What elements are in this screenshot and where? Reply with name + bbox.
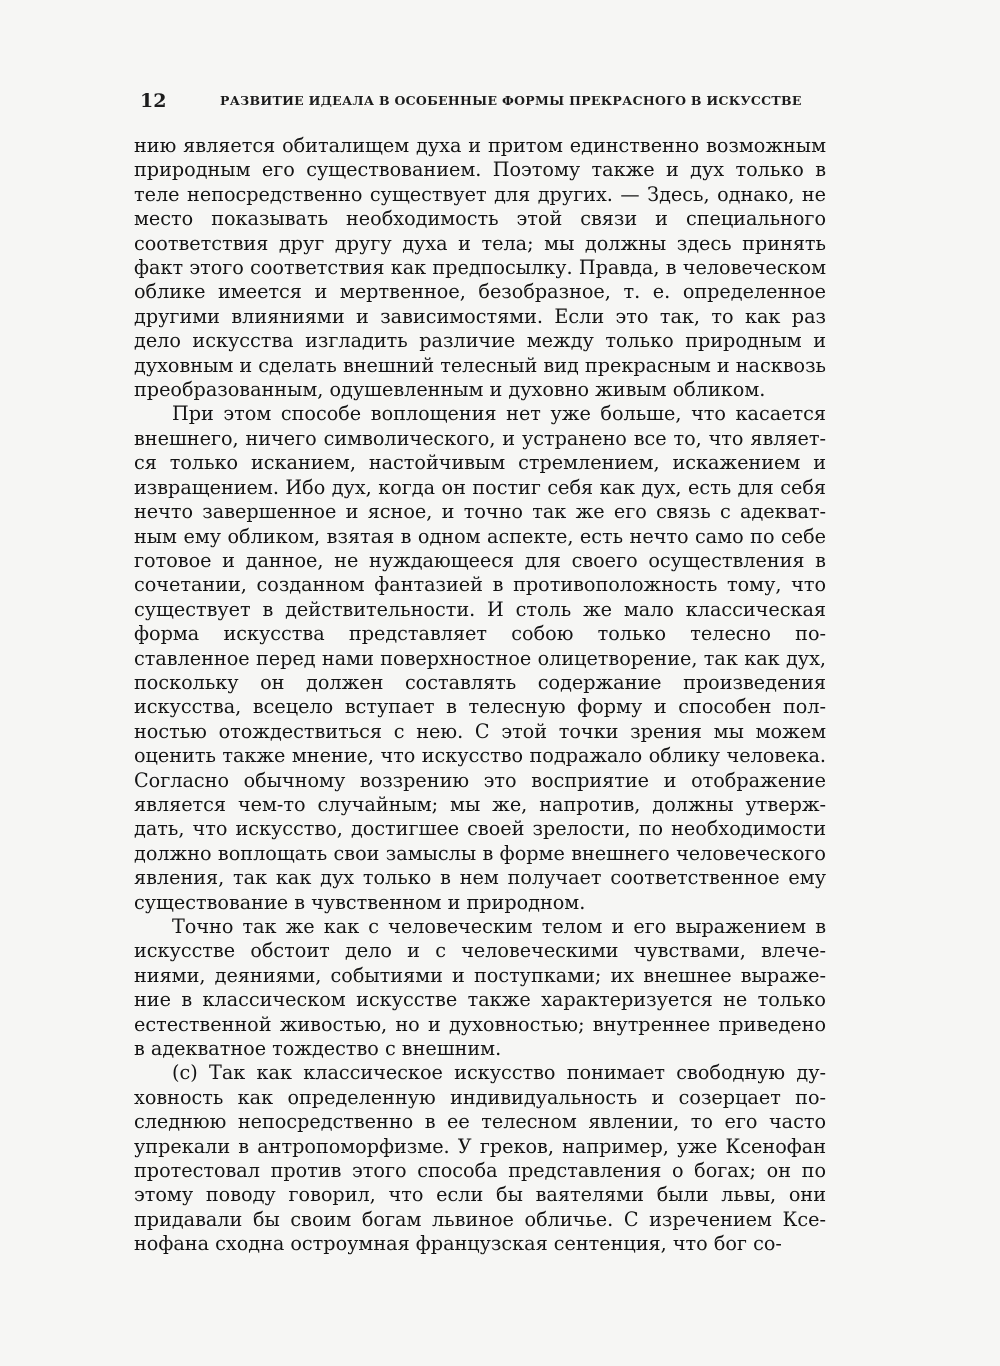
paragraph: (c) Так как классическое искусство понимает свободную духовность как определенную индивидуальность и созерцает последнюю непосредственно в ее телесном явлении, то его часто упрекали в антропоморфизме. У греков, например, уже Ксенофан протестовал против этого способа представления о богах; он по этому поводу говорил, что если бы ваятелями были львы, они придавали бы своим богам львиное обличье. С изречением Ксенофана сходна остроумная французская сентенция, что бог со- [134,1061,826,1256]
paragraph: При этом способе воплощения нет уже больше, что касается внешнего, ничего символического, и устранено все то, что является только исканием, настойчивым стремлением, искажением и извращением. Ибо дух, когда он постиг себя как дух, есть для себя нечто завершенное и ясное, и точно так же его связь с адекватным ему обликом, взятая в одном аспекте, есть нечто само по себе готовое и данное, не нуждающееся для своего осуществления в сочетании, созданном фантазией в противоположность тому, что существует в действительности. И столь же мало классическая форма искусства представляет собою только телесно поставленное перед нами поверхностное олицетворение, так как дух, поскольку он должен составлять содержание произведения искусства, всецело вступает в телесную форму и способен полностью отождествиться с нею. С этой точки зрения мы можем оценить также мнение, что искусство подражало облику человека. Согласно обычному воззрению это восприятие и отображение является чем-то случайным; мы же, напротив, должны утверждать, что искусство, достигшее своей зрелости, по необходимости должно воплощать свои замыслы в форме внешнего человеческого явления, так как дух только в нем получает соответственное ему существование в чувственном и природном. [134,402,826,914]
paragraph-continuation: нию является обиталищем духа и притом единственно возможным природным его существованием. Поэтому также и дух только в теле непосредственно существует для других. — Здесь, однако, не место показывать необходимость этой связи и специального соответствия друг другу духа и тела; мы должны здесь принять факт этого соответствия как предпосылку. Правда, в человеческом облике имеется и мертвенное, безобразное, т. е. определенное другими влияниями и зависимостями. Если это так, то как раз дело искусства изгладить различие между только природным и духовным и сделать внешний телесный вид прекрасным и насквозь преобразованным, одушевленным и духовно живым обликом. [134,134,827,402]
paragraph: Точно так же как с человеческим телом и его выражением в искусстве обстоит дело и с человеческими чувствами, влечениями, деяниями, событиями и поступками; их внешнее выражение в классическом искусстве также характеризуется не только естественной живостью, но и духовностью; внутреннее приведено в адекватное тождество с внешним. [134,915,826,1061]
page-number: 12 [140,90,167,112]
running-title: РАЗВИТИЕ ИДЕАЛА В ОСОБЕННЫЕ ФОРМЫ ПРЕКРАСНОГО В ИСКУССТВЕ [220,93,802,108]
body-text [134,134,826,1257]
page-header [140,90,840,114]
